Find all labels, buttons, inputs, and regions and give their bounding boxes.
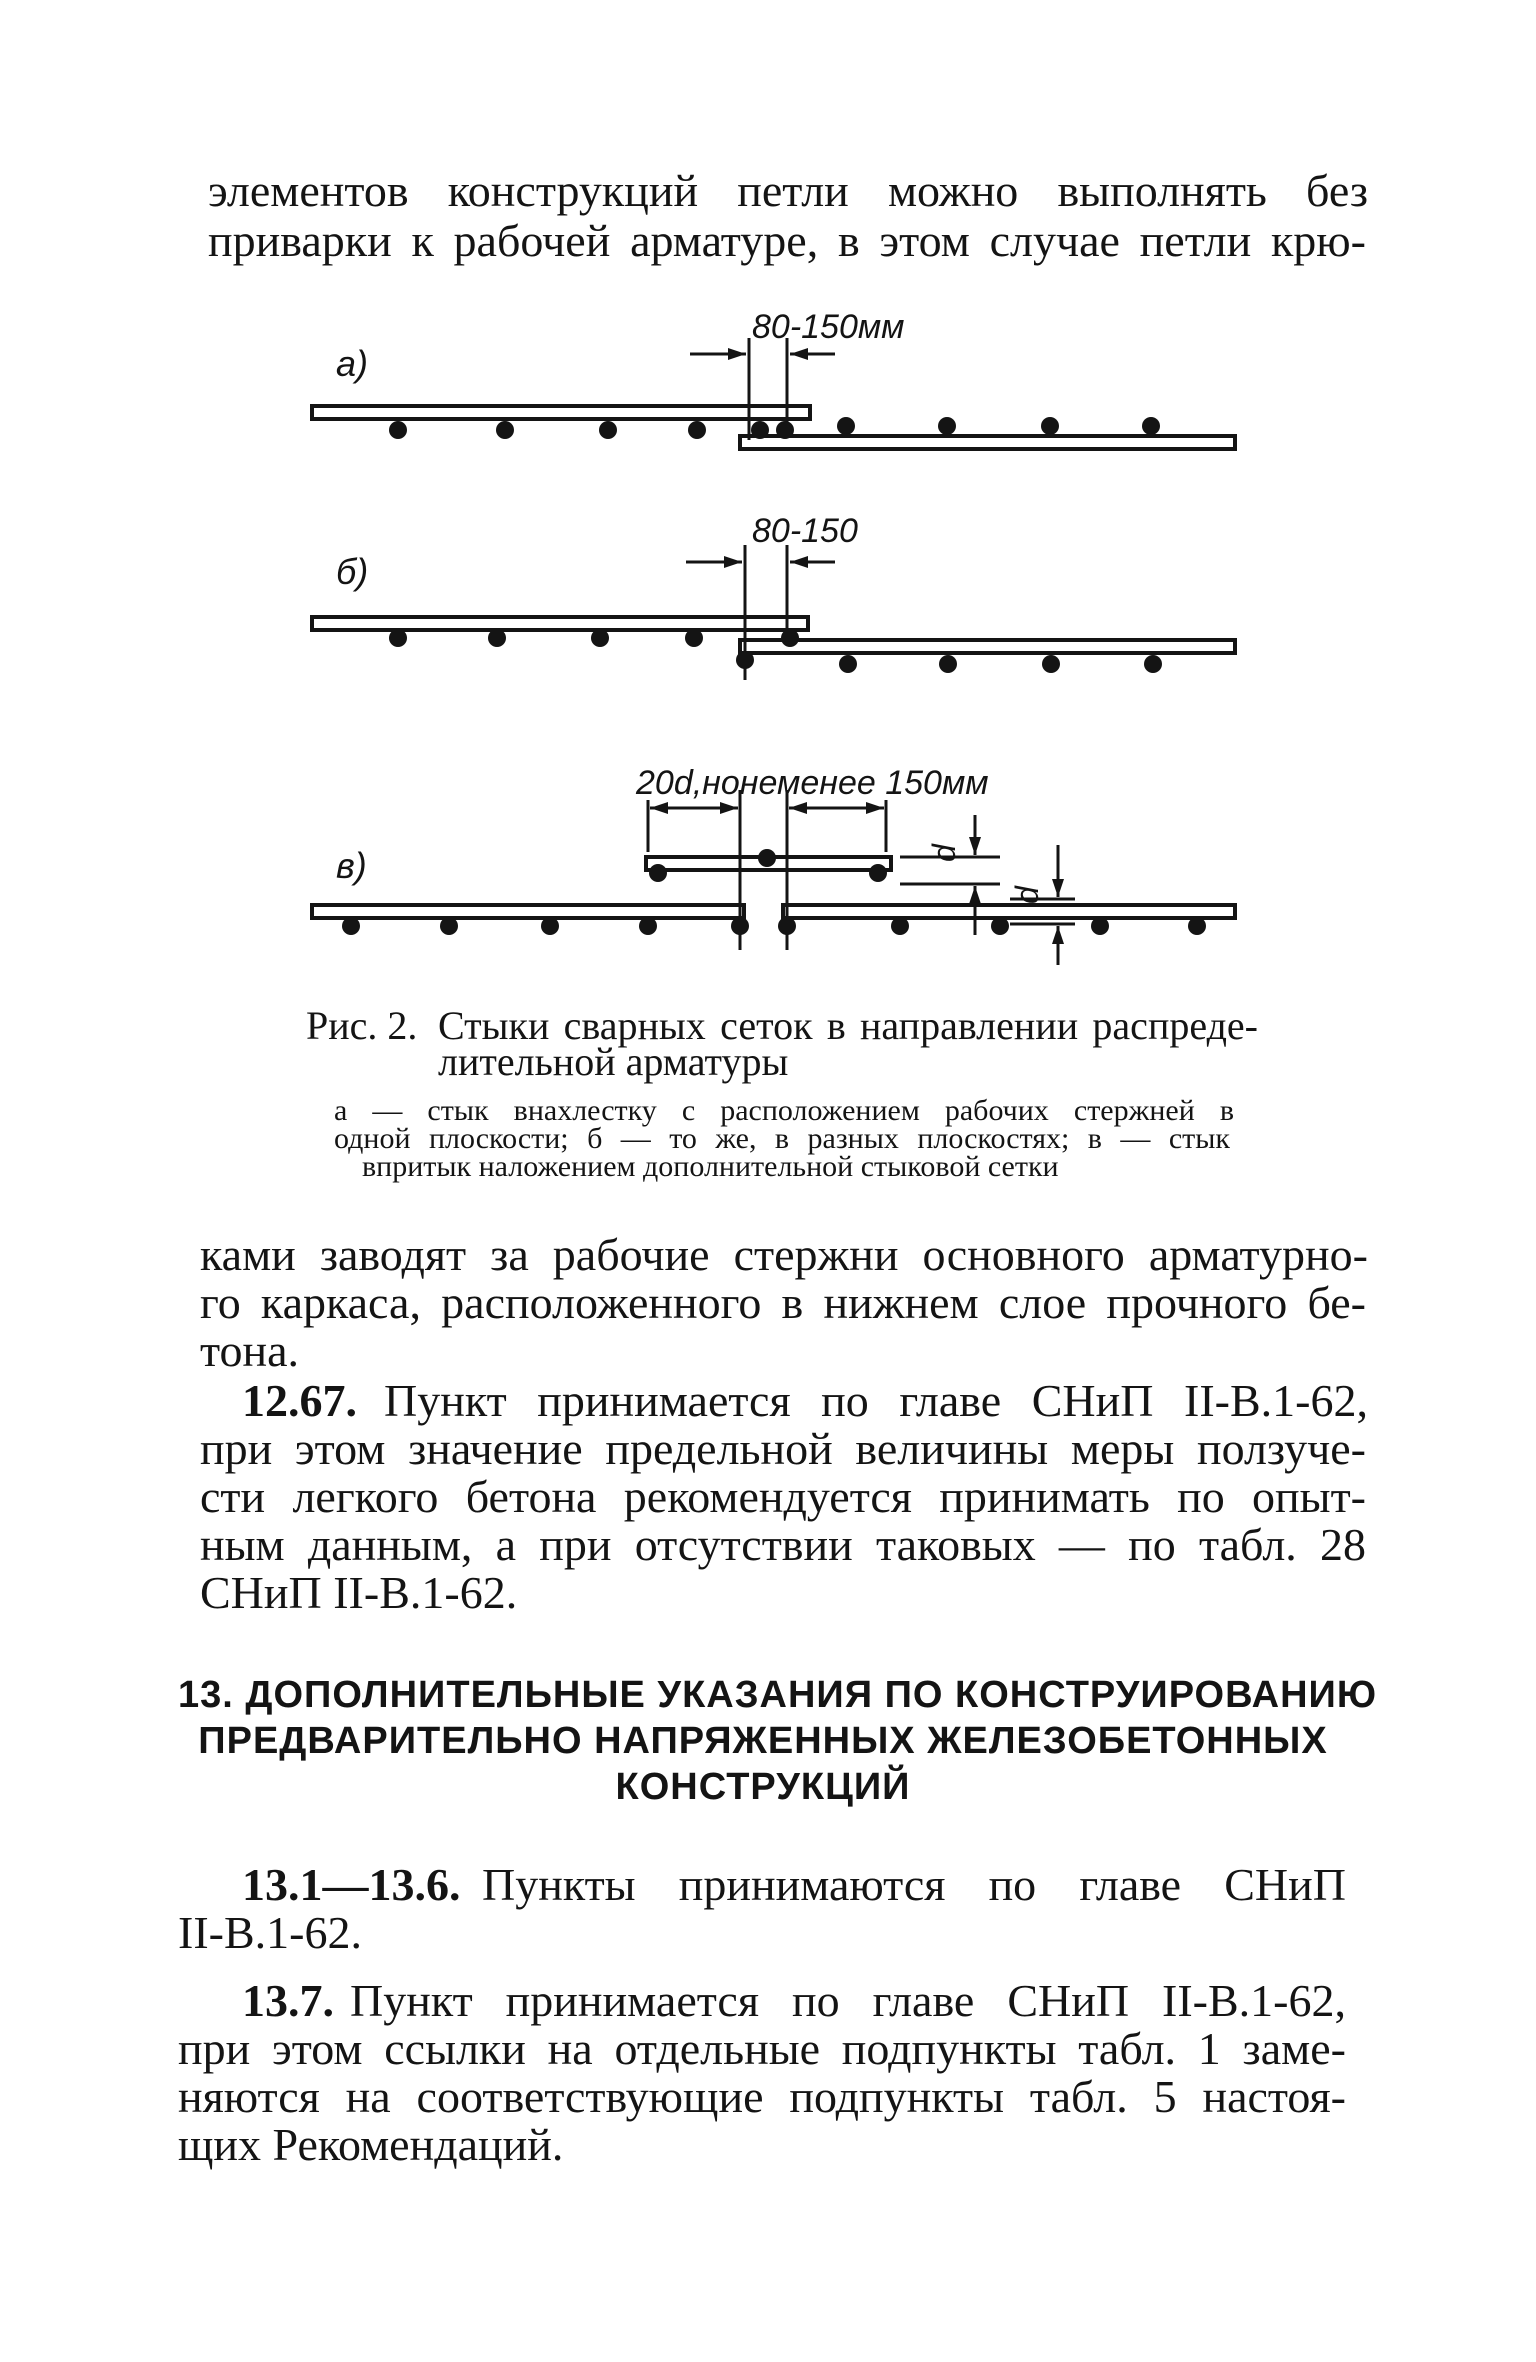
text-line: ным данным, а при отсутствии таковых — по табл. 28	[200, 1519, 1366, 1570]
figure-caption: Стыки сварных сеток в направлении распреде-	[438, 1003, 1258, 1048]
text-line: при этом ссылки на отдельные подпункты табл. 1 заме-	[178, 2023, 1346, 2074]
label-a: а)	[336, 343, 369, 384]
dimension-d-lower: d	[1009, 886, 1045, 904]
label-b: б)	[336, 551, 369, 592]
figure-caption: лительной арматуры	[438, 1039, 789, 1084]
dimension-d-upper: d	[926, 844, 962, 862]
figure-caption-number: Рис. 2.	[306, 1003, 418, 1048]
text-line: приварки к рабочей арматуре, в этом случае петли крю-	[208, 215, 1366, 266]
text-line: Пункт принимается по главе СНиП II-В.1-62,	[350, 1975, 1346, 2026]
text-line: щих Рекомендаций.	[178, 2119, 564, 2170]
text-line: при этом значение предельной величины меры ползуче-	[200, 1423, 1366, 1474]
diagram-v	[312, 790, 1235, 965]
text-line: элементов конструкций петли можно выполнять без	[208, 165, 1368, 216]
section-heading: КОНСТРУКЦИЙ	[615, 1766, 911, 1808]
paragraph-number: 13.1—13.6.	[242, 1859, 461, 1910]
section-heading: 13. ДОПОЛНИТЕЛЬНЫЕ УКАЗАНИЯ ПО КОНСТРУИРОВАНИЮ	[178, 1674, 1378, 1716]
paragraph-number: 12.67.	[242, 1375, 357, 1426]
text-line: II-В.1-62.	[178, 1907, 362, 1958]
diagram-b	[312, 545, 1235, 680]
figure-legend: впритык наложением дополнительной стыковой сетки	[362, 1150, 1059, 1183]
text-line: няются на соответствующие подпункты табл. 5 настоя-	[178, 2071, 1346, 2122]
section-heading: ПРЕДВАРИТЕЛЬНО НАПРЯЖЕННЫХ ЖЕЛЕЗОБЕТОННЫХ	[198, 1720, 1328, 1762]
figure-legend: одной плоскости; б — то же, в разных плоскостях; в — стык	[334, 1122, 1230, 1155]
label-v: в)	[336, 845, 367, 886]
dimension-b: 80-150	[752, 512, 858, 550]
figure-legend: а — стык внахлестку с расположением рабочих стержней в	[334, 1094, 1234, 1127]
dimension-v: 20d,нонеменее 150мм	[636, 764, 989, 802]
text-line: СНиП II-В.1-62.	[200, 1567, 518, 1618]
text-line: тона.	[200, 1325, 300, 1376]
paragraph-number: 13.7.	[242, 1975, 334, 2026]
text-line: го каркаса, расположенного в нижнем слое прочного бе-	[200, 1277, 1366, 1328]
text-line: Пункт принимается по главе СНиП II-В.1-62,	[384, 1375, 1368, 1426]
figure-mesh-joints	[0, 0, 1536, 1000]
text-line: сти легкого бетона рекомендуется принимать по опыт-	[200, 1471, 1366, 1522]
diagram-a	[312, 338, 1235, 449]
text-line: Пункты принимаются по главе СНиП	[482, 1859, 1346, 1910]
dimension-a: 80-150мм	[752, 308, 905, 346]
text-line: ками заводят за рабочие стержни основного арматурно-	[200, 1229, 1368, 1280]
